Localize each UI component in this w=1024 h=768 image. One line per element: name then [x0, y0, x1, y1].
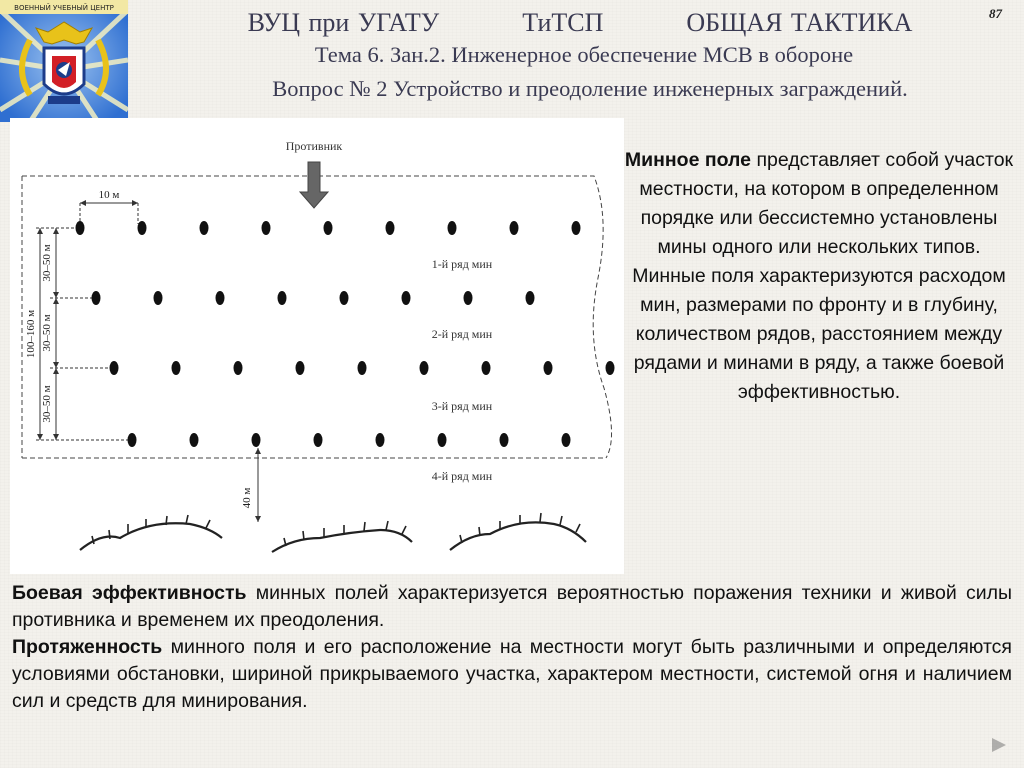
mine-row-3-mine	[172, 361, 181, 375]
enemy-label: Противник	[285, 139, 343, 153]
mine-row-1-mine	[572, 221, 581, 235]
course-title: ОБЩАЯ ТАКТИКА	[686, 8, 913, 37]
question-title: Вопрос № 2 Устройство и преодоление инженерных заграждений.	[272, 76, 908, 101]
mine-row-2-mine	[154, 291, 163, 305]
spacing-label: 10 м	[98, 189, 120, 201]
mine-row-1-mine	[138, 221, 147, 235]
corner-arrow-icon	[988, 734, 1010, 756]
combat-effectiveness-text: минных полей характеризуется вероятностью поражения техники и живой силы противника и временем их преодоления.	[12, 582, 1012, 631]
mine-row-3-mine	[420, 361, 429, 375]
minefield-definition	[624, 146, 1014, 407]
topic-title: Тема 6. Зан.2. Инженерное обеспечение МСВ в обороне	[314, 42, 854, 67]
mine-row-1-mine	[262, 221, 271, 235]
mine-row-3-mine	[110, 361, 119, 375]
mine-row-3-mine	[234, 361, 243, 375]
trench-ticks	[92, 513, 580, 546]
minefield-svg	[10, 118, 624, 574]
mine-row-4-mine	[128, 433, 137, 447]
row-label-1: 1-й ряд мин	[431, 257, 493, 271]
mine-row-1-mine	[76, 221, 85, 235]
mine-row-2-mine	[464, 291, 473, 305]
trench-3	[450, 522, 586, 550]
mine-row-3-mine	[606, 361, 615, 375]
rear-gap-label: 40 м	[241, 487, 253, 509]
mine-row-4-mine	[438, 433, 447, 447]
combat-effectiveness-term: Боевая эффективность	[12, 582, 247, 604]
mine-row-2-mine	[216, 291, 225, 305]
mine-row-3-mine	[544, 361, 553, 375]
enemy-arrow-icon	[300, 162, 328, 208]
mine-row-1-mine	[510, 221, 519, 235]
minefield-term: Минное поле	[624, 149, 752, 171]
header-line-1	[0, 8, 1024, 38]
row-label-2: 2-й ряд мин	[431, 327, 493, 341]
minefield-definition-text: представляет собой участок местности, на котором в определенном порядке или бессистемно установлены мины одного или нескольких типов.	[639, 149, 1014, 258]
row-gap-label-2: 30–50 м	[41, 314, 53, 352]
department-title: ТиТСП	[522, 8, 604, 37]
mine-row-3-mine	[358, 361, 367, 375]
mine-row-4-mine	[190, 433, 199, 447]
combat-effectiveness-paragraph	[12, 580, 1012, 634]
mine-row-3-mine	[296, 361, 305, 375]
row-gap-label-3: 30–50 м	[41, 385, 53, 423]
mine-row-1-mine	[324, 221, 333, 235]
mine-row-3-mine	[482, 361, 491, 375]
mine-row-2-mine	[92, 291, 101, 305]
mine-row-1-mine	[386, 221, 395, 235]
page-number: 87	[989, 6, 1002, 21]
mine-rows	[76, 221, 615, 447]
row-gap-label-1: 30–50 м	[41, 244, 53, 282]
mine-row-2-mine	[278, 291, 287, 305]
row-label-4: 4-й ряд мин	[431, 469, 493, 483]
trenches	[80, 522, 586, 552]
emblem-arc-text: ВОЕННЫЙ УЧЕБНЫЙ ЦЕНТР	[14, 4, 114, 12]
mine-row-4-mine	[314, 433, 323, 447]
mine-row-2-mine	[340, 291, 349, 305]
mine-row-4-mine	[252, 433, 261, 447]
extent-paragraph	[12, 634, 1012, 715]
mine-row-2-mine	[526, 291, 535, 305]
mine-row-4-mine	[500, 433, 509, 447]
row-label-3: 3-й ряд мин	[431, 399, 493, 413]
minefield-diagram	[10, 118, 624, 574]
mine-row-4-mine	[376, 433, 385, 447]
extent-text: минного поля и его расположение на местности могут быть различными и определяются условиями обстановки, шириной прикрываемого участка, характером местности, системой огня и наличием сил и средств для минирования.	[12, 636, 1012, 712]
institution-title: ВУЦ при УГАТУ	[247, 8, 440, 37]
trench-2	[272, 530, 412, 552]
mine-row-1-mine	[200, 221, 209, 235]
trench-1	[80, 523, 222, 550]
bottom-paragraphs	[12, 580, 1012, 715]
mine-row-4-mine	[562, 433, 571, 447]
minefield-boundary-right	[22, 176, 612, 458]
mine-row-1-mine	[448, 221, 457, 235]
mine-row-2-mine	[402, 291, 411, 305]
extent-term: Протяженность	[12, 636, 163, 658]
total-depth-label: 100–160 м	[25, 309, 37, 359]
minefield-characteristics: Минные поля характеризуются расходом мин, размерами по фронту и в глубину, количеством рядов, расстоянием между рядами и минами в ряду, а также боевой эффективностью.	[632, 265, 1006, 403]
